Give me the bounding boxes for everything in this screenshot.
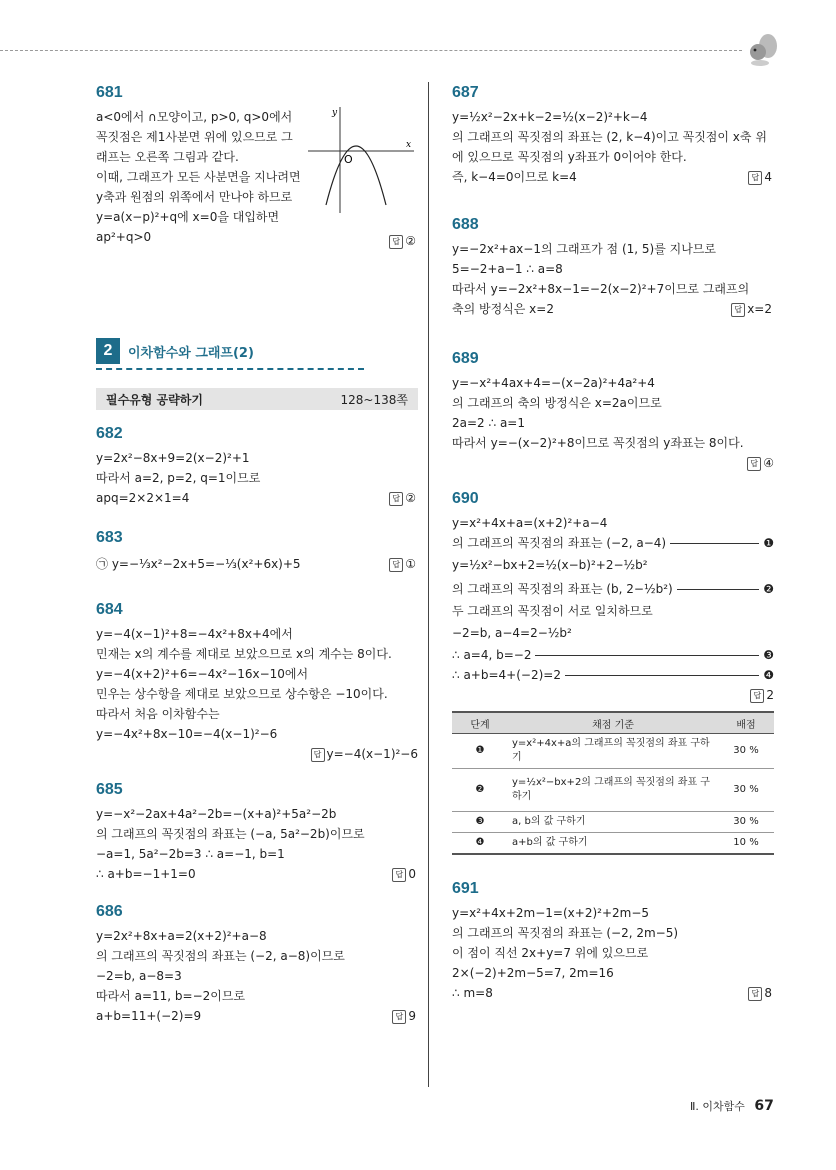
table-cell: 10 % (718, 833, 774, 855)
answer-icon: 답 (748, 987, 762, 1001)
table-row (452, 833, 774, 855)
problem-number: 685 (96, 781, 123, 798)
table-header: 배점 (718, 712, 774, 734)
answer-icon: 답 (389, 558, 403, 572)
solution-line: 의 그래프의 꼭짓점의 좌표는 (2, k−4)이고 꼭짓점이 x축 위 (452, 130, 767, 144)
table-cell: a+b의 값 구하기 (508, 833, 718, 855)
solution-line: 민재는 x의 계수를 제대로 보았으므로 x의 계수는 8이다. (96, 647, 392, 661)
problem-689 (452, 349, 774, 473)
problem-682 (96, 424, 418, 508)
table-cell: ❶ (452, 734, 508, 769)
leader-line (677, 589, 760, 590)
answer-value: ④ (763, 456, 774, 470)
solution-line: 꼭짓점은 제1사분면 위에 있으므로 그 (96, 130, 293, 144)
table-row (452, 734, 774, 769)
table-row (452, 812, 774, 833)
problem-687 (452, 83, 774, 187)
leader-line (535, 655, 759, 656)
solution-line: 2×(−2)+2m−5=7, 2m=16 (452, 966, 614, 980)
answer (389, 488, 416, 508)
solution-line: −2=b, a−4=2−½b² (452, 626, 572, 640)
solution-line: y축과 원점의 위쪽에서 만나야 하므로 (96, 190, 293, 204)
solution-line: 따라서 처음 이차함수는 (96, 707, 220, 721)
table-cell: ❹ (452, 833, 508, 855)
table-row (452, 769, 774, 812)
solution-line: ap²+q>0 (96, 230, 152, 244)
step-marker: ❹ (763, 668, 774, 682)
solution-line: 즉, k−4=0이므로 k=4 (452, 170, 577, 184)
left-column (96, 80, 418, 1026)
solution-line: y=2x²−8x+9=2(x−2)²+1 (96, 451, 250, 465)
answer-icon: 답 (389, 492, 403, 506)
solution-line: 의 그래프의 꼭짓점의 좌표는 (−2, 2m−5) (452, 926, 679, 940)
solution-line: 래프는 오른쪽 그림과 같다. (96, 150, 239, 164)
section-number: 2 (96, 338, 120, 364)
solution-line: −a=1, 5a²−2b=3 ∴ a=−1, b=1 (96, 847, 285, 861)
table-cell: y=½x²−bx+2의 그래프의 꼭짓점의 좌표 구하기 (508, 769, 718, 812)
problem-number: 681 (96, 84, 123, 101)
type-bar (96, 388, 418, 410)
answer (748, 983, 772, 1003)
answer-icon: 답 (392, 1010, 406, 1024)
section-header (96, 338, 418, 364)
top-dashed-rule (0, 50, 742, 51)
answer-icon: 답 (389, 235, 403, 249)
problem-number: 686 (96, 903, 123, 920)
step-marker: ❸ (763, 648, 774, 662)
solution-line: y=x²+4x+a=(x+2)²+a−4 (452, 516, 608, 530)
table-cell: 30 % (718, 734, 774, 769)
solution-line: y=x²+4x+2m−1=(x+2)²+2m−5 (452, 906, 650, 920)
solution-text: ∴ a+b=4+(−2)=2 (452, 668, 561, 682)
type-bar-title: 필수유형 공략하기 (106, 392, 203, 407)
column-divider (428, 82, 429, 1087)
solution-line: y=2x²+8x+a=2(x+2)²+a−8 (96, 929, 267, 943)
table-header: 단계 (452, 712, 508, 734)
solution-line: 민우는 상수항을 제대로 보았으므로 상수항은 −10이다. (96, 687, 388, 701)
solution-line-step (452, 577, 774, 601)
answer-icon: 답 (750, 689, 764, 703)
solution-line: 이 점이 직선 2x+y=7 위에 있으므로 (452, 946, 649, 960)
answer-value: 0 (408, 867, 416, 881)
answer (392, 864, 416, 884)
problem-number: 690 (452, 490, 479, 507)
section-rule (96, 368, 364, 370)
solution-line: 의 그래프의 축의 방정식은 x=2a이므로 (452, 396, 662, 410)
solution-line: 의 그래프의 꼭짓점의 좌표는 (−2, a−8)이므로 (96, 949, 345, 963)
solution-text: 의 그래프의 꼭짓점의 좌표는 (−2, a−4) (452, 536, 667, 550)
solution-text: 의 그래프의 꼭짓점의 좌표는 (b, 2−½b²) (452, 582, 673, 596)
problem-690 (452, 489, 774, 855)
solution-line: 의 그래프의 꼭짓점의 좌표는 (−a, 5a²−2b)이므로 (96, 827, 365, 841)
solution-line: y=−4(x+2)²+6=−4x²−16x−10에서 (96, 667, 309, 681)
solution-text: ∴ a=4, b=−2 (452, 648, 532, 662)
chapter-label: Ⅱ. 이차함수 (690, 1100, 745, 1113)
table-header: 채점 기준 (508, 712, 718, 734)
problem-number: 684 (96, 601, 123, 618)
answer (452, 685, 774, 705)
problem-685 (96, 780, 418, 884)
page-number: 67 (754, 1098, 774, 1114)
solution-line: ∴ a+b=−1+1=0 (96, 867, 196, 881)
x-axis-label: x (406, 140, 412, 150)
answer-icon: 답 (748, 171, 762, 185)
problem-686 (96, 902, 418, 1026)
solution-line-step (452, 533, 774, 553)
solution-line: 에 있으므로 꼭짓점의 y좌표가 0이어야 한다. (452, 150, 687, 164)
solution-line: ㉠ y=−⅓x²−2x+5=−⅓(x²+6x)+5 (96, 557, 301, 571)
grading-table (452, 711, 774, 855)
step-marker: ❶ (763, 536, 774, 550)
y-axis-label: y (332, 108, 338, 118)
parabola-curve (326, 146, 386, 205)
answer-value: ② (405, 491, 416, 505)
solution-line: 따라서 a=11, b=−2이므로 (96, 989, 246, 1003)
solution-line: y=a(x−p)²+q에 x=0을 대입하면 (96, 210, 280, 224)
answer-value: 2 (766, 688, 774, 702)
solution-line: 5=−2+a−1 ∴ a=8 (452, 262, 563, 276)
problem-683 (96, 528, 418, 574)
problem-number: 689 (452, 350, 479, 367)
solution-line: y=−x²+4ax+4=−(x−2a)²+4a²+4 (452, 376, 655, 390)
solution-line: 두 그래프의 꼭짓점이 서로 일치하므로 (452, 604, 653, 618)
solution-line: y=−2x²+ax−1의 그래프가 점 (1, 5)를 지나므로 (452, 242, 716, 256)
table-cell: 30 % (718, 769, 774, 812)
solution-line: y=−x²−2ax+4a²−2b=−(x+a)²+5a²−2b (96, 807, 337, 821)
parabola-graph (308, 105, 418, 215)
answer (452, 453, 774, 473)
answer (392, 1006, 416, 1026)
solution-line: 2a=2 ∴ a=1 (452, 416, 525, 430)
solution-line: y=½x²−2x+k−2=½(x−2)²+k−4 (452, 110, 648, 124)
problem-684 (96, 600, 418, 764)
answer-value: y=−4(x−1)²−6 (326, 747, 418, 761)
solution-line: a+b=11+(−2)=9 (96, 1009, 202, 1023)
table-cell: a, b의 값 구하기 (508, 812, 718, 833)
answer (96, 744, 418, 764)
answer-value: 8 (764, 986, 772, 1000)
solution-line: 축의 방정식은 x=2 (452, 302, 554, 316)
answer-value: x=2 (747, 302, 772, 316)
solution-line: y=−4x²+8x−10=−4(x−1)²−6 (96, 727, 278, 741)
squirrel-mascot-icon (742, 30, 782, 70)
table-cell: ❷ (452, 769, 508, 812)
page-footer (690, 1098, 774, 1114)
problem-number: 683 (96, 529, 123, 546)
solution-line: −2=b, a−8=3 (96, 969, 182, 983)
answer (389, 554, 416, 574)
answer-value: 4 (764, 170, 772, 184)
problem-number: 688 (452, 216, 479, 233)
origin-label: O (344, 153, 353, 166)
answer-icon: 답 (731, 303, 745, 317)
table-cell: y=x²+4x+a의 그래프의 꼭짓점의 좌표 구하기 (508, 734, 718, 769)
solution-line: apq=2×2×1=4 (96, 491, 190, 505)
answer-icon: 답 (392, 868, 406, 882)
answer-value: ② (405, 234, 416, 248)
answer-icon: 답 (747, 457, 761, 471)
problem-number: 687 (452, 84, 479, 101)
answer-value: ① (405, 557, 416, 571)
section-title: 이차함수와 그래프(2) (128, 345, 254, 361)
table-cell: ❸ (452, 812, 508, 833)
solution-line: ∴ m=8 (452, 986, 493, 1000)
table-header-row (452, 712, 774, 734)
solution-line-step (452, 645, 774, 665)
answer (748, 167, 772, 187)
problem-681 (96, 83, 418, 268)
solution-line: 따라서 y=−2x²+8x−1=−2(x−2)²+7이므로 그래프의 (452, 282, 750, 296)
answer (389, 231, 416, 251)
leader-line (565, 675, 759, 676)
answer-value: 9 (408, 1009, 416, 1023)
solution-line: 이때, 그래프가 모든 사분면을 지나려면 (96, 170, 301, 184)
leader-line (670, 543, 759, 544)
problem-691 (452, 879, 774, 1003)
type-bar-pages: 128~138쪽 (340, 392, 408, 407)
solution-line: 따라서 y=−(x−2)²+8이므로 꼭짓점의 y좌표는 8이다. (452, 436, 744, 450)
step-marker: ❷ (763, 582, 774, 596)
answer (731, 299, 772, 319)
problem-number: 691 (452, 880, 479, 897)
solution-line: y=−4(x−1)²+8=−4x²+8x+4에서 (96, 627, 293, 641)
problem-number: 682 (96, 425, 123, 442)
problem-688 (452, 215, 774, 319)
solution-line-step (452, 665, 774, 685)
solution-line: 따라서 a=2, p=2, q=1이므로 (96, 471, 261, 485)
right-column (452, 80, 774, 1003)
answer-icon: 답 (311, 748, 325, 762)
table-cell: 30 % (718, 812, 774, 833)
solution-line: y=½x²−bx+2=½(x−b)²+2−½b² (452, 558, 648, 572)
solution-line: a<0에서 ∩모양이고, p>0, q>0에서 (96, 110, 293, 124)
